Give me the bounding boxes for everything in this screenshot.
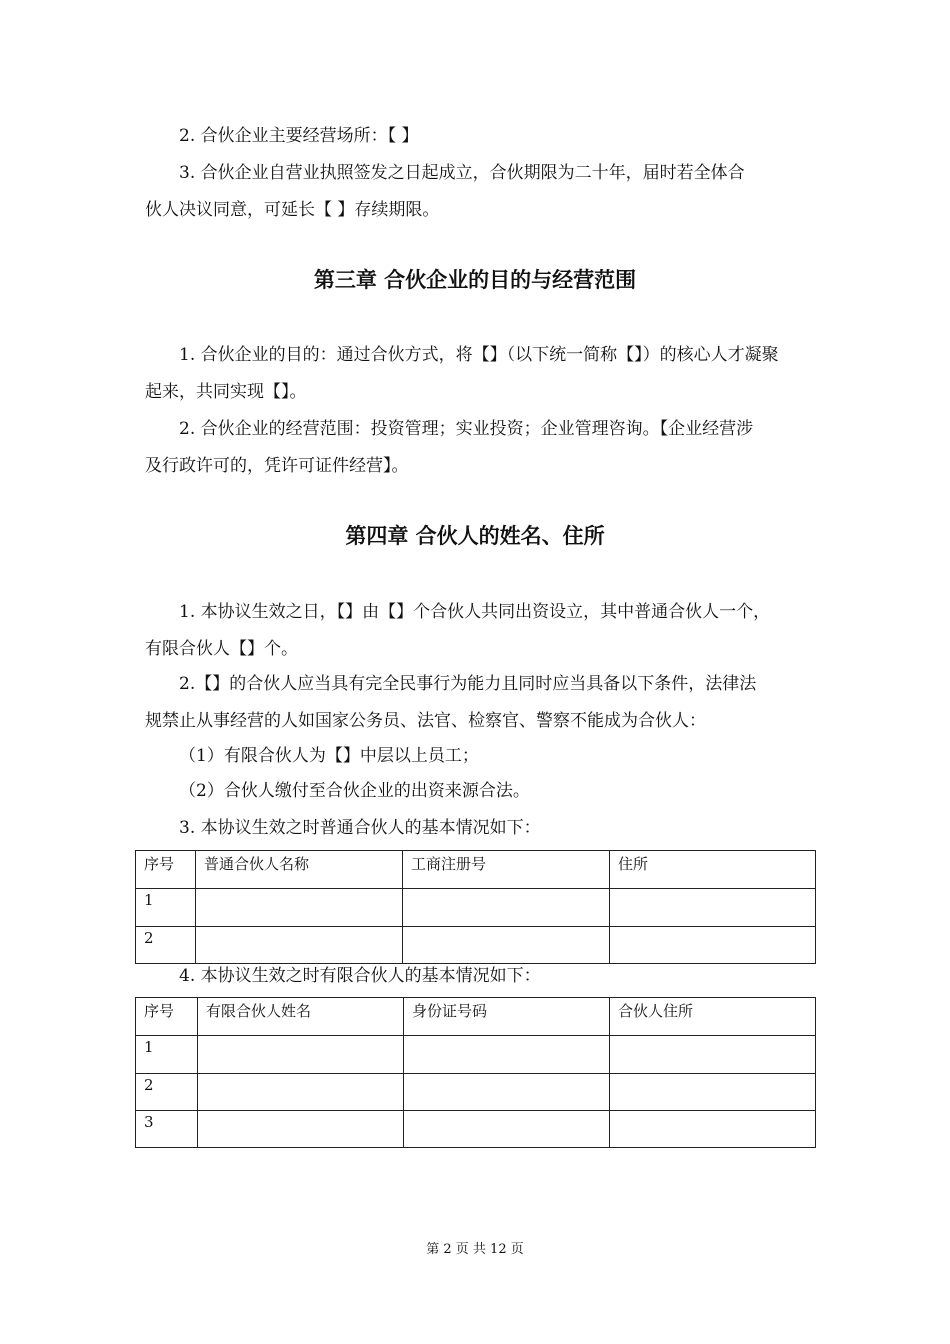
table-header-cell: 序号 (136, 851, 196, 889)
paragraph-establishment (145, 594, 813, 631)
paragraph-text: （1）有限合伙人为【】中层以上员工； (179, 746, 479, 766)
paragraph-lp-intro (145, 958, 813, 995)
paragraph-business-location (145, 118, 813, 155)
table-cell: 2 (136, 927, 196, 964)
table-cell (404, 1074, 610, 1111)
paragraph-text: 1. 本协议生效之日，【】由【】个合伙人共同出资设立，其中普通合伙人一个， (179, 602, 771, 622)
table-cell (404, 1036, 610, 1074)
table-cell (196, 889, 403, 927)
table-header-cell: 序号 (136, 998, 198, 1036)
paragraph-purpose (145, 337, 813, 374)
page-number-footer: 第 2 页 共 12 页 (426, 1242, 524, 1257)
table-cell (610, 1111, 816, 1148)
general-partner-table (135, 850, 816, 964)
paragraph-scope-cont (145, 448, 813, 485)
table-row (136, 1036, 816, 1074)
condition-1 (145, 738, 813, 775)
table-cell: 2 (136, 1074, 198, 1111)
table-cell (404, 1111, 610, 1148)
paragraph-text: 伙人决议同意，可延长【 】存续期限。 (145, 200, 440, 220)
paragraph-scope (145, 411, 813, 448)
paragraph-conditions-cont (145, 703, 813, 740)
table-header-cell: 工商注册号 (403, 851, 610, 889)
table-header-cell: 普通合伙人名称 (196, 851, 403, 889)
table-row (136, 1074, 816, 1111)
paragraph-conditions (145, 666, 813, 703)
paragraph-text: 规禁止从事经营的人如国家公务员、法官、检察官、警察不能成为合伙人： (145, 711, 706, 731)
limited-partner-table (135, 997, 816, 1148)
table-header-cell: 有限合伙人姓名 (198, 998, 404, 1036)
table-cell: 3 (136, 1111, 198, 1148)
chapter-4-heading: 第四章 合伙人的姓名、住所 (345, 524, 605, 548)
paragraph-text: 2. 合伙企业主要经营场所：【 】 (179, 126, 419, 146)
paragraph-establishment-cont (145, 631, 813, 668)
table-row (136, 889, 816, 927)
table-cell: 1 (136, 1036, 198, 1074)
table-header-row (136, 998, 816, 1036)
table-cell (610, 889, 816, 927)
table-cell (198, 1074, 404, 1111)
table-header-row (136, 851, 816, 889)
table-header-cell: 身份证号码 (404, 998, 610, 1036)
table-cell (198, 1111, 404, 1148)
table-header-cell: 住所 (610, 851, 816, 889)
paragraph-text: （2）合伙人缴付至合伙企业的出资来源合法。 (179, 781, 530, 801)
table-cell (198, 1036, 404, 1074)
paragraph-term-cont (145, 192, 813, 229)
table-row (136, 1111, 816, 1148)
chapter-3-heading: 第三章 合伙企业的目的与经营范围 (313, 268, 637, 292)
table-cell (610, 1074, 816, 1111)
condition-2 (145, 773, 813, 810)
paragraph-gp-intro (145, 810, 813, 847)
table-cell: 1 (136, 889, 196, 927)
paragraph-text: 及行政许可的，凭许可证件经营】。 (145, 456, 409, 476)
paragraph-text: 3. 合伙企业自营业执照签发之日起成立，合伙期限为二十年，届时若全体合 (179, 163, 745, 183)
paragraph-text: 4. 本协议生效之时有限合伙人的基本情况如下： (179, 966, 541, 986)
paragraph-text: 1. 合伙企业的目的：通过合伙方式，将【】（以下统一简称【】）的核心人才凝聚 (179, 345, 779, 365)
table-cell (610, 1036, 816, 1074)
paragraph-text: 3. 本协议生效之时普通合伙人的基本情况如下： (179, 818, 541, 838)
paragraph-text: 起来，共同实现【】。 (145, 382, 307, 402)
paragraph-text: 2. 合伙企业的经营范围：投资管理；实业投资；企业管理咨询。【企业经营涉 (179, 419, 754, 439)
table-cell (403, 889, 610, 927)
table-header-cell: 合伙人住所 (610, 998, 816, 1036)
paragraph-term (145, 155, 813, 192)
paragraph-text: 2.【】的合伙人应当具有完全民事行为能力且同时应当具备以下条件，法律法 (179, 674, 757, 694)
paragraph-text: 有限合伙人【】个。 (145, 639, 298, 659)
paragraph-purpose-cont (145, 374, 813, 411)
